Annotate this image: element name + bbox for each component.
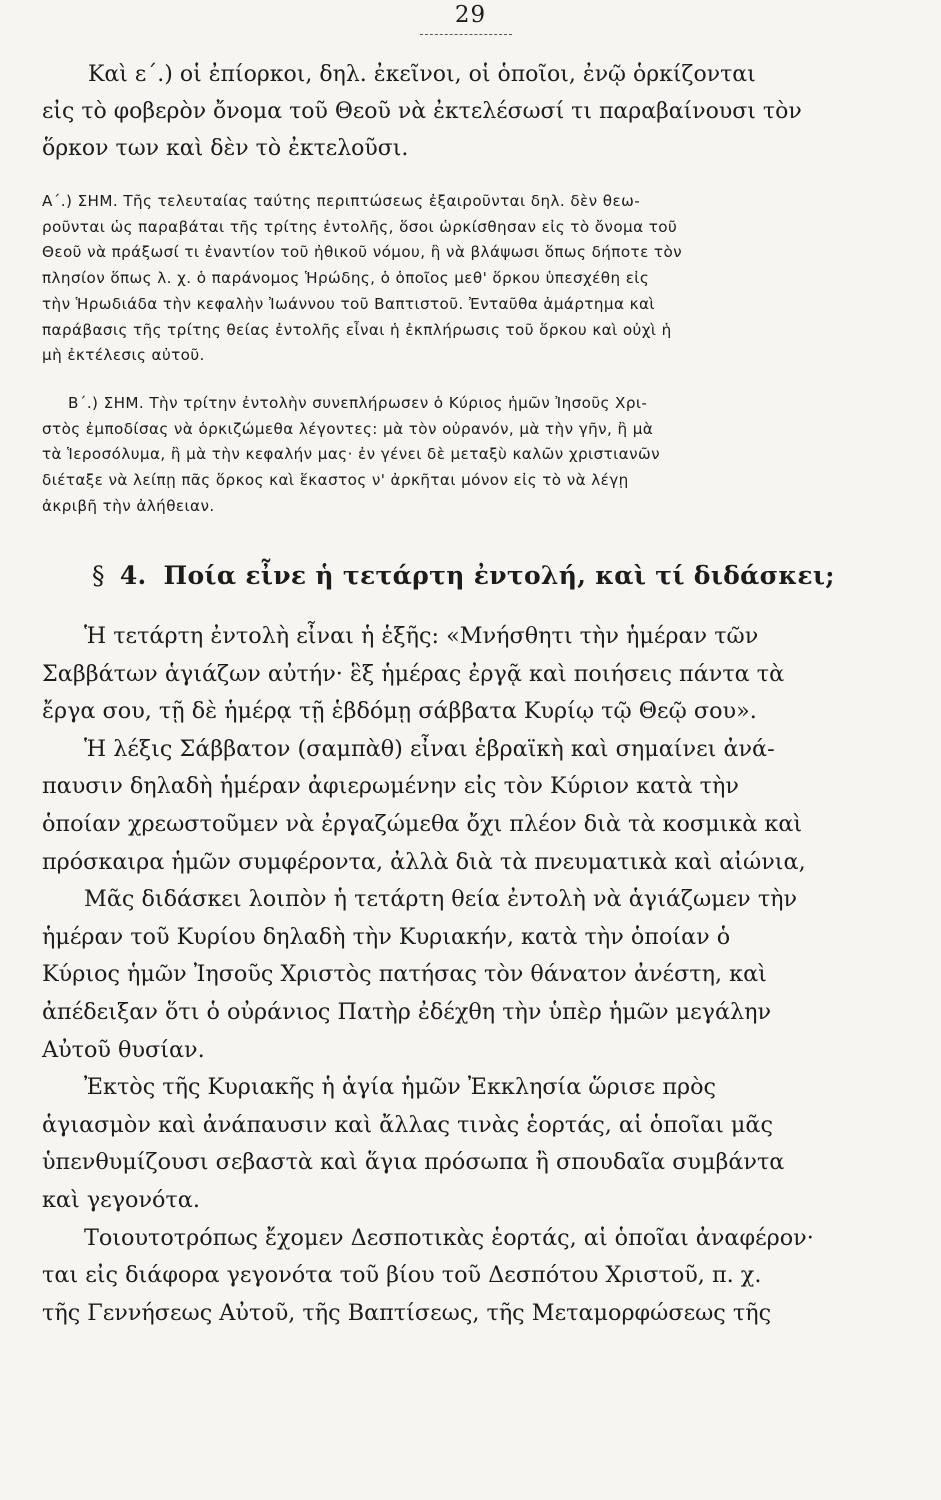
text-line: τῆς Γεννήσεως Αὐτοῦ, τῆς Βαπτίσεως, τῆς Μεταμορφώσεως τῆς [42,1299,772,1326]
text-line: Κύριος ἡμῶν Ἰησοῦς Χριστὸς πατήσας τὸν θάνατον ἀνέστη, καὶ [42,961,767,988]
section-title: Ποία εἶνε ἡ τετάρτη ἐντολή, καὶ τί διδάσκει; [163,561,835,590]
section-heading [92,561,835,590]
text-line: στὸς ἐμποδίσας νὰ ὁρκιζώμεθα λέγοντες: μὰ τὸν οὐρανόν, μὰ τὴν γῆν, ἢ μὰ [42,419,654,438]
text-line: παράβασις τῆς τρίτης θείας ἐντολῆς εἶναι ἡ ἐκπλήρωσις τοῦ ὅρκου καὶ οὐχὶ ἡ [42,320,672,339]
text-line: Ἡ λέξις Σάββατον (σαμπὰθ) εἶναι ἑβραϊκὴ καὶ σημαίνει ἀνά- [84,735,775,762]
text-line: τὰ Ἱεροσόλυμα, ἢ μὰ τὴν κεφαλήν μας· ἐν γένει δὲ μεταξὺ καλῶν χριστιανῶν [42,445,660,464]
text-line: Σαββάτων ἁγιάζων αὐτήν· ἓξ ἡμέρας ἐργᾷ καὶ ποιήσεις πάντα τὰ [42,660,785,687]
text-line: Τοιουτοτρόπως ἔχομεν Δεσποτικὰς ἑορτάς, αἱ ὁποῖαι ἀναφέρον· [84,1224,814,1251]
paragraph [42,731,824,881]
text-line: ἀκριβῆ τὴν ἀλήθειαν. [42,496,215,515]
paragraph [42,618,824,731]
text-line: Ἐκτὸς τῆς Κυριακῆς ἡ ἁγία ἡμῶν Ἐκκλησία ὥρισε πρὸς [84,1074,716,1101]
body-text [42,618,824,1332]
text-line: ροῦνται ὡς παραβάται τῆς τρίτης ἐντολῆς, ὅσοι ὡρκίσθησαν εἰς τὸ ὄνομα τοῦ [42,217,678,236]
text-line: ἡμέραν τοῦ Κυρίου δηλαδὴ τὴν Κυριακήν, κατὰ τὴν ὁποίαν ὁ [42,923,731,950]
paragraph [42,881,824,1069]
text-line: διέταξε νὰ λείπῃ πᾶς ὅρκος καὶ ἕκαστος ν' ἀρκῆται μόνον εἰς τὸ νὰ λέγῃ [42,471,629,490]
text-line: Β΄.) ΣΗΜ. Τὴν τρίτην ἐντολὴν συνεπλήρωσεν ὁ Κύριος ἡμῶν Ἰησοῦς Χρι- [68,394,648,412]
text-line: Αὐτοῦ θυσίαν. [42,1036,205,1063]
text-line: πρόσκαιρα ἡμῶν συμφέροντα, ἀλλὰ διὰ τὰ πνευματικὰ καὶ αἰώνια, [42,848,806,875]
text-line: Α΄.) ΣΗΜ. Τῆς τελευταίας ταύτης περιπτώσεως ἐξαιροῦνται δηλ. δὲν θεω- [42,192,641,210]
text-line: παυσιν δηλαδὴ ἡμέραν ἀφιερωμένην εἰς τὸν Κύριον κατὰ τὴν [42,773,739,800]
paragraph [42,1220,824,1333]
text-line: καὶ γεγονότα. [42,1186,200,1213]
text-line: εἰς τὸ φοβερὸν ὄνομα τοῦ Θεοῦ νὰ ἐκτελέσωσί τι παραβαίνουσι τὸν [42,99,802,124]
footnote-b [42,391,824,520]
text-line: Ἡ τετάρτη ἐντολὴ εἶναι ἡ ἑξῆς: «Μνήσθητι τὴν ἡμέραν τῶν [84,623,759,649]
text-line: ἁγιασμὸν καὶ ἀνάπαυσιν καὶ ἄλλας τινὰς ἑορτάς, αἱ ὁποῖαι μᾶς [42,1111,773,1138]
footnote-a [42,189,824,369]
text-line: ται εἰς διάφορα γεγονότα τοῦ βίου τοῦ Δεσπότου Χριστοῦ, π. χ. [42,1262,762,1289]
header-rule [420,34,512,35]
text-line: Θεοῦ νὰ πράξωσί τι ἐναντίον τοῦ ἠθικοῦ νόμου, ἢ νὰ βλάψωσι ὅπως δήποτε τὸν [42,243,683,262]
text-line: πλησίον ὅπως λ. χ. ὁ παράνομος Ἡρώδης, ὁ ὁποῖος μεθ' ὅρκου ὑπεσχέθη εἰς [42,269,650,288]
text-line: μὴ ἐκτέλεσις αὐτοῦ. [42,346,205,365]
text-line: ὁποίαν χρεωστοῦμεν νὰ ἐργαζώμεθα ὄχι πλέον διὰ τὰ κοσμικὰ καὶ [42,810,803,837]
text-line: ὅρκον των καὶ δὲν τὸ ἐκτελοῦσι. [42,136,409,161]
text-line: ὑπενθυμίζουσι σεβαστὰ καὶ ἅγια πρόσωπα ἢ σπουδαῖα συμβάντα [42,1149,785,1176]
section-sign: § [92,561,105,590]
text-line: ἀπέδειξαν ὅτι ὁ οὐράνιος Πατὴρ ἐδέχθη τὴν ὑπὲρ ἡμῶν μεγάλην [42,998,772,1025]
paragraph [42,1069,824,1219]
text-line: τὴν Ἡρωδιάδα τὴν κεφαλὴν Ἰωάννου τοῦ Βαπτιστοῦ. Ἐνταῦθα ἁμάρτημα καὶ [42,294,655,313]
intro-paragraph [42,56,824,167]
text-line: Καὶ ε΄.) οἱ ἐπίορκοι, δηλ. ἐκεῖνοι, οἱ ὁποῖοι, ἐνῷ ὁρκίζονται [88,62,756,87]
text-line: Μᾶς διδάσκει λοιπὸν ἡ τετάρτη θεία ἐντολὴ νὰ ἁγιάζωμεν τὴν [84,886,798,913]
text-line: ἔργα σου, τῇ δὲ ἡμέρᾳ τῇ ἑβδόμῃ σάββατα Κυρίῳ τῷ Θεῷ σου». [42,698,757,725]
section-number: 4. [119,561,147,590]
page-number: 29 [454,2,487,28]
